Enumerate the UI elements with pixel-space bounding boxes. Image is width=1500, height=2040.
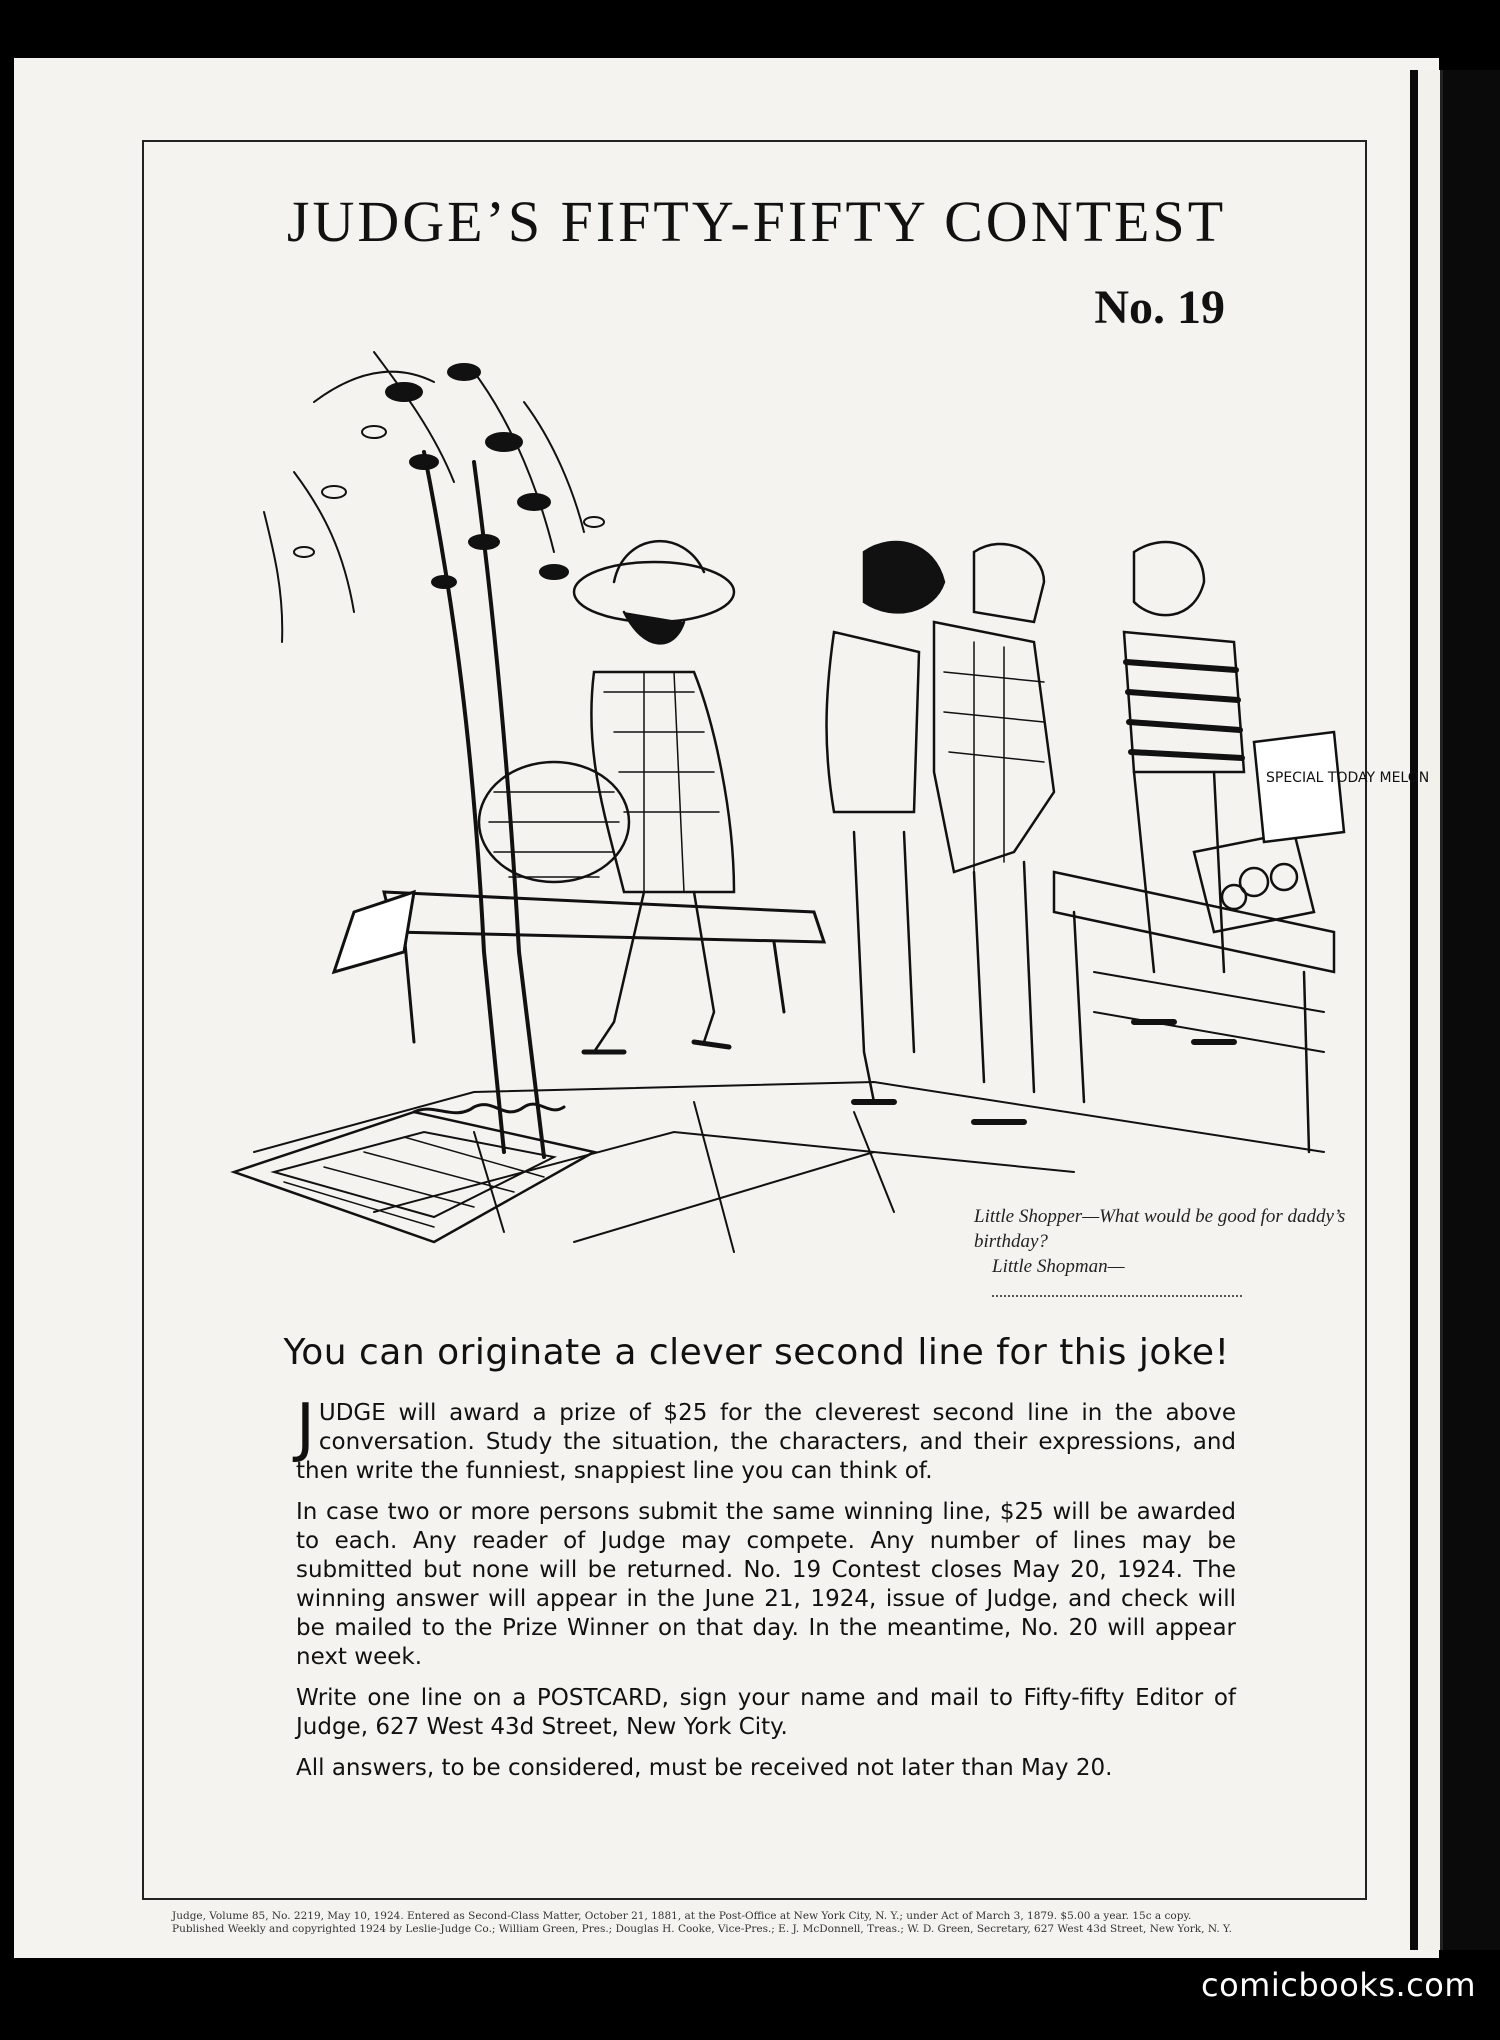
speaker-1-text: What would be good for daddy’s birthday?	[974, 1206, 1346, 1252]
drop-cap: J	[296, 1391, 315, 1465]
speaker-1: Little Shopper	[974, 1206, 1083, 1227]
contest-number: No. 19	[1094, 281, 1225, 334]
contest-headline: JUDGE’S FIFTY-FIFTY CONTEST	[286, 189, 1227, 254]
rules-paragraph-3: Write one line on a POSTCARD, sign your name and mail to Fifty-fifty Editor of Judge, 627 West 43d Street, New York City.	[296, 1685, 1236, 1740]
contest-subhead: You can originate a clever second line for this joke!	[283, 1332, 1230, 1373]
speaker-2: Little Shopman	[992, 1256, 1108, 1277]
contest-frame	[142, 140, 1430, 1900]
imprint-line-2: Published Weekly and copyrighted 1924 by Leslie-Judge Co.; William Green, Pres.; Douglas H. Cooke, Vice-Pres.; E. J. McDonnell, Treas.; W. D. Green, Secretary, 627 West 43d Street, New York, N. Y.	[172, 1923, 1232, 1935]
tree-trunk	[424, 452, 544, 1157]
two-girls	[827, 542, 1055, 1122]
rules-paragraph-4: All answers, to be considered, must be received not later than May 20.	[296, 1755, 1113, 1781]
caption-line-2: Little Shopman—	[974, 1254, 1354, 1304]
melon-stand	[1054, 732, 1344, 1152]
site-watermark: comicbooks.com	[1200, 1966, 1476, 2004]
rules-paragraph-1-text: UDGE will award a prize of $25 for the cleverest second line in the above conversation. Study the situation, the characters, and their expressions, and then write the funniest, snappiest line you can think of.	[296, 1400, 1236, 1484]
sign-text: SPECIAL TODAY MELON	[1266, 770, 1430, 786]
cartoon-illustration	[174, 252, 1430, 1352]
next-page-edge	[1418, 70, 1443, 1950]
rules-paragraph-2: In case two or more persons submit the same winning line, $25 will be awarded to each. Any reader of Judge may compete. Any number of lines may be submitted but none will be returned. No. 19 Contest closes May 20, 1924. The winning answer will appear in the June 21, 1924, issue of Judge, and check will be mailed to the Prize Winner on that day. In the meantime, No. 20 will appear next week.	[296, 1499, 1236, 1670]
rules-paragraph-1	[296, 1391, 1236, 1486]
blank-answer-line	[992, 1281, 1242, 1297]
joke-caption	[974, 1204, 1354, 1304]
artist-signature	[414, 1104, 564, 1113]
imprint-line-1: Judge, Volume 85, No. 2219, May 10, 1924. Entered as Second-Class Matter, October 21, 1881, at the Post-Office at New York City, N. Y.; under Act of March 3, 1879. $5.00 a year. 15c a copy.	[172, 1910, 1192, 1922]
boy-shopkeeper	[1124, 542, 1244, 1042]
publication-imprint	[172, 1910, 1372, 1936]
bench	[334, 892, 824, 1042]
girl-with-basket	[479, 541, 734, 1052]
caption-line-1: Little Shopper—What would be good for daddy’s birthday?	[974, 1206, 1346, 1252]
contest-rules	[296, 1391, 1236, 1795]
